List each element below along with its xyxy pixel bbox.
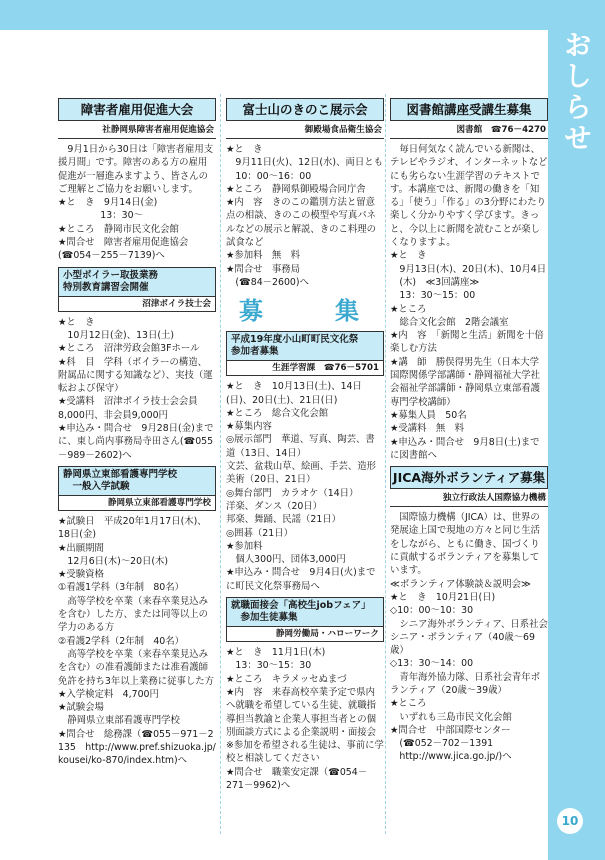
body-text: 青年海外協力隊、日系社会青年ボランティア（20歳～39歳） [390,671,541,696]
section-title: 障害者雇用促進大会 [58,98,216,121]
body-text: ★試験日 平成20年1月17日(木)、18日(金) [58,515,207,541]
section-org: 社静岡県障害者雇用促進協会 [58,121,216,139]
body-text: ★と き [58,316,95,328]
top-color-band [0,0,605,30]
column-divider [385,94,386,834]
body-text: ★問合せ 事務局 [226,263,301,275]
body-text: ★ところ 沼津労政会館3Fホール [58,343,200,355]
section-title [59,467,215,495]
body-text: ★ところ [390,303,427,315]
body-text: 9月11日(火)、12日(水)、両日とも10：00～16：00 [235,157,383,182]
body-text: ②看護2学科（2年制 40名） [58,635,185,647]
body-text: ★受講料 沼津ボイラ技士会会員8,000円、非会員9,000円 [58,396,198,421]
body-text: (☎054－255－7139)へ [58,250,165,262]
section-org: 静岡労働局・ハローワーク [227,626,383,641]
section-org: 静岡県立東部看護専門学校 [59,495,215,510]
body-text: 13：30～ [100,210,143,222]
section-header-box [58,267,216,312]
body-text: ★問合せ 職業安定課（☎054－271－9962)へ [226,766,368,791]
section-title [227,332,383,360]
body-text: ★募集内容 [226,421,272,433]
body-text: ★申込み・問合せ 9月4日(火)までに町民文化祭事務局へ [226,567,376,592]
body-text: 国際協力機構（JICA）は、世界の発展途上国で現地の方々と同じ生活をしながら、ともに働き、国づくりに貢献するボランティアを募集しています。 [390,512,541,577]
title-line: 小型ボイラー取扱業務 [63,269,159,281]
section-org: 沼津ボイラ技士会 [59,296,215,311]
body-text: ★出願期間 [58,542,104,554]
body-text: ★問合せ 総務課（☎055－971－2135 http://www.pref.shizuoka.jp/kousei/ko-870/index.htm)へ [58,728,216,767]
section-org: 御殿場食品衛生協会 [226,121,384,139]
column-3 [390,94,548,764]
body-text: 12月6日(木)～20日(木) [67,555,169,567]
body-text: ※参加を希望される生徒は、事前に学校と相談してください [226,740,384,765]
body-text: ★問合せ 障害者雇用促進協会 [58,237,189,249]
body-text: ★ところ 総合文化会館 [226,407,329,419]
body-text: ★内 容 来春高校卒業予定で県内へ就職を希望している生徒、就職指導担当教諭と企業人事担当者との個別面談方式による企業説明・面接会 [226,686,377,738]
section-title [227,598,383,626]
body-text: ★内 容 「新聞と生活」新聞を十倍楽しむ方法 [390,330,544,355]
title-line: 平成19年度小山町町民文化祭 [231,334,359,346]
body-text: ★申込み・問合せ 9月28日(金)までに、東し尚内事務局寺田さん(☎055－989－2602)へ [58,423,214,461]
body-text: ★と き 10月21日(日) [390,591,496,603]
body-text: シニア海外ボランティア、日系社会シニア・ボランティア（40歳～69歳） [390,618,548,657]
body-text: ★問合せ 中部国際センター [390,724,511,736]
section-header-box [226,597,384,642]
body-text: 13：30～15：30 [235,660,312,672]
body-text: ★ところ キラメッセぬまづ [226,673,347,685]
body-text: いずれも三島市民文化会館 [399,711,512,723]
section-title: 図書館講座受講生募集 [390,98,548,121]
body-text: ★と き 9月14日(金) [58,197,158,209]
body-text: ★受講料 無 料 [390,423,465,435]
body-text: ★と き [390,250,427,262]
body-text: (☎84－2600)へ [235,276,309,288]
section-org: 独立行政法人国際協力機構 [390,489,548,507]
title-line: 就職面接会「高校生jobフェア」 [231,600,371,612]
body-text: 高等学校を卒業（来春卒業見込みを含む）した方、または同等以上の学力のある方 [58,595,209,634]
body-text: 邦楽、舞踊、民謡（21日） [226,514,342,526]
body-text: 静岡県立東部看護専門学校 [67,715,180,727]
body-text: 文芸、盆栽山草、絵画、手芸、造形美術（20日、21日） [226,461,377,486]
body-text: 9月1日から30日は「障害者雇用支援月間」です。障害のある方の雇用促進が一層進みますよう、皆さんのご理解とご協力をお願いします。 [58,144,214,195]
body-text: ★ところ [390,698,427,710]
body-text: ★参加料 [226,540,263,552]
body-text: 13：30～15：00 [399,290,476,302]
title-line: 参加者募集 [231,346,279,358]
body-text: ★内 容 きのこの鑑別方法と留意点の相談、きのこの模型や写真パネルなどの展示と解説、きのこ料理の試食など [226,197,377,249]
title-line: 特別教育講習会開催 [63,281,149,293]
section-title [59,268,215,296]
body-text: ★募集人員 50名 [390,409,467,421]
body-text: ★参加料 無 料 [226,250,301,262]
section-title: JICA海外ボランティア募集 [390,466,548,489]
body-text: 毎日何気なく読んでいる新聞は、テレビやラジオ、インターネットなどにも劣らない生涯学習のテキストです。本講座では、新聞の働きを「知る」「使う」「作る」の3分野にわたり楽しく分かりやすく学びます。きっと、今以上に新聞を読むことが楽しくなりますよ。 [390,144,548,249]
body-text: ◇13：30～14：00 [390,658,474,670]
body-text: ◎囲碁（21日） [226,527,293,539]
body-text: ★入学検定料 4,700円 [58,688,159,700]
body-text: ①看護1学科（3年制 80名） [58,582,185,594]
side-title: おしらせ [560,30,593,154]
section-header-box [226,331,384,376]
body-text: ◇10：00～10：30 [390,605,474,617]
recruitment-heading: 募 集 [239,297,383,326]
body-text: 洋楽、ダンス（20日） [226,500,323,512]
body-text: ★ところ 静岡市民文化会館 [58,223,179,235]
title-line: 参加生徒募集 [240,612,298,624]
page-number: 10 [557,808,583,834]
section-org: 生涯学習課 ☎76－5701 [227,360,383,375]
body-text: (☎052－702－1391 [399,738,494,750]
body-text: ★と き 11月1日(木) [226,647,326,659]
column-2 [226,94,384,792]
title-line: 一般入学試験 [72,480,130,492]
body-text: ★受験資格 [58,569,104,581]
body-text: ★と き [226,144,263,155]
body-text: 総合文化会館 2階会議室 [399,316,509,328]
body-text: ★ところ 静岡県御殿場合同庁舎 [226,183,366,195]
title-line: 静岡県立東部看護専門学校 [63,468,178,480]
body-text: ★講 師 勝俣得男先生（日本大学国際関係学部講師・静岡福祉大学社会福祉学部講師・静岡県立東部看護専門学校講師） [390,356,541,408]
body-text: ★科 目 学科（ボイラーの構造、附属品に関する知識など）、実技（運転および保守） [58,356,213,395]
body-text: ≪ボランティア体験談＆説明会≫ [390,578,531,590]
body-text: 10月12日(金)、13日(土) [67,329,175,341]
column-1 [58,94,216,768]
body-text: 9月13日(木)、20日(木)、10月4日(木) ≪3回講座≫ [399,263,547,288]
body-text: ◎展示部門 華道、写真、陶芸、書道（13日、14日） [226,434,375,459]
section-header-box [58,466,216,511]
section-org: 図書館 ☎76－4270 [390,121,548,139]
body-text: http://www.jica.go.jp/)へ [399,751,512,763]
section-title: 富士山のきのこ展示会 [226,98,384,121]
body-text: ◎舞台部門 カラオケ（14日） [226,487,359,499]
body-text: 個人300円、団体3,000円 [235,554,346,566]
body-text: ★試験会場 [58,702,104,714]
column-divider [220,94,221,834]
body-text: ★申込み・問合せ 9月8日(土)までに図書館へ [390,436,540,461]
body-text: ★と き 10月13日(土)、14日(日)、20日(土)、21日(日) [226,381,362,406]
body-text: 高等学校を卒業（来春卒業見込みを含む）の准看護師または准看護師免許を持ち3年以上業務に従事した方 [58,648,214,687]
